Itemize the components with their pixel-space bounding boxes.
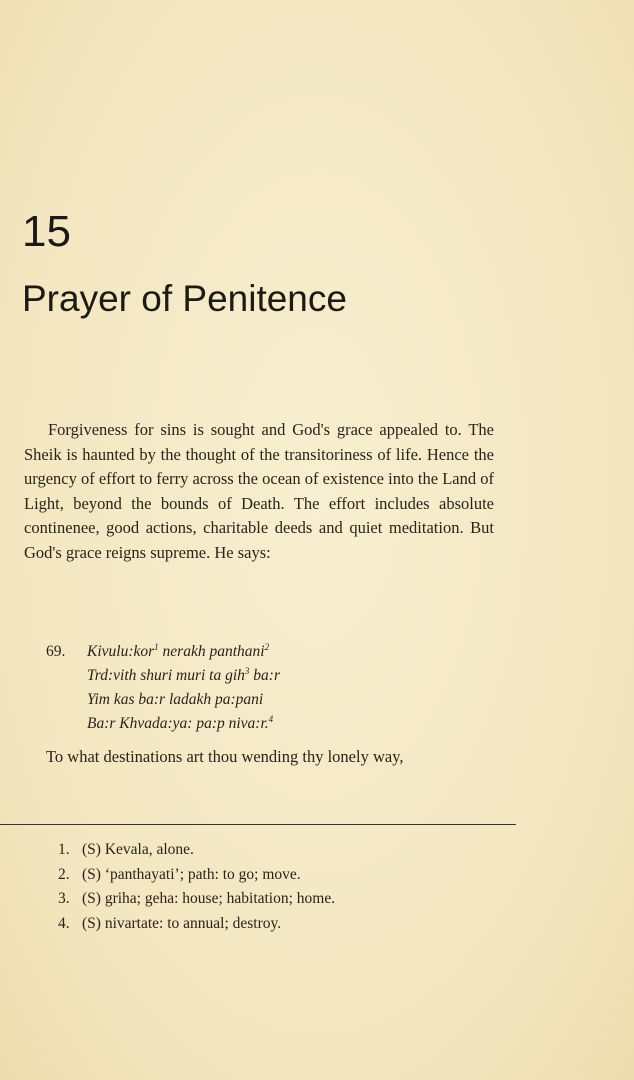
verse-number: 69. [46, 643, 66, 660]
chapter-number: 15 [22, 207, 71, 256]
footnote-item: 1. (S) Kevala, alone. [58, 841, 194, 858]
footnote-item: 4. (S) nivartate: to annual; destroy. [58, 914, 282, 932]
verse-line: Yim kas ba:r ladakh pa:pani [87, 691, 264, 708]
verse-line: Kivulu:kor$^1$ nerakh panthani$^2$ [87, 641, 270, 660]
footnote-item: 3. (S) griha; geha: house; habitation; home. [58, 890, 336, 907]
footnote-divider [0, 824, 516, 825]
verse-line: Ba:r Khvada:ya: pa:p niva:r.$^4$ [87, 713, 274, 732]
verse-lines [87, 640, 280, 736]
footnote-item: 2. (S) ‘panthayati’; path: to go; move. [58, 865, 301, 883]
chapter-title: Prayer of Penitence [22, 278, 347, 319]
translation-text: To what destinations art thou wending thy lonely way, [46, 747, 404, 766]
verse-line: Trd:vith shuri muri ta gih$^3$ ba:r [87, 665, 280, 684]
footnotes-list [58, 838, 478, 936]
intro-paragraph: Forgiveness for sins is sought and God's grace appealed to. The Sheik is haunted by the thought of the transitoriness of life. Hence the urgency of effort to ferry across the ocean of existence into the Land of Light, beyond the bounds of Death. The effort includes absolute continenee, good actions, charitable deeds and quiet meditation. But God's grace reigns supreme. He says: [24, 420, 494, 562]
